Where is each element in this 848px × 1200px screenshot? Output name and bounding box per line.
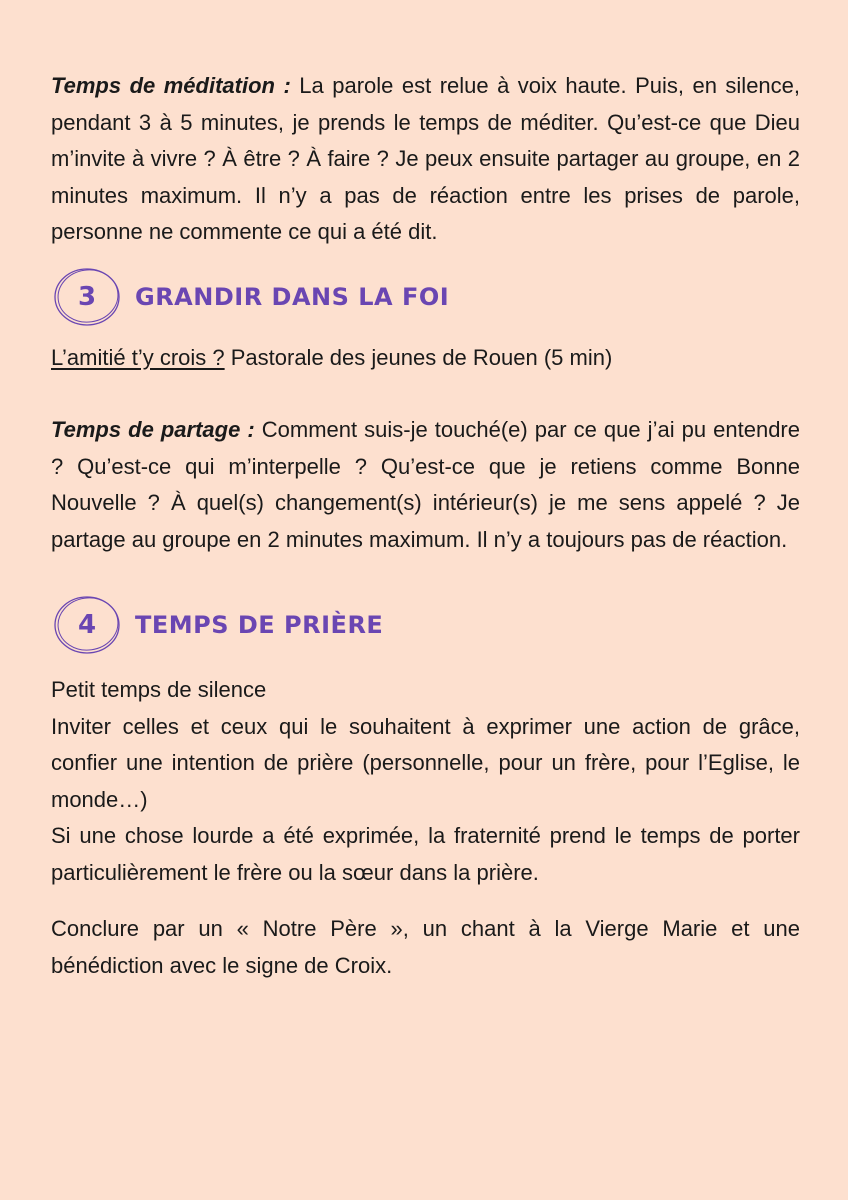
section-3-number-badge	[51, 264, 123, 330]
sharing-text: Comment suis-je touché(e) par ce que j’ai pu entendre ? Qu’est-ce qui m’interpelle ? Qu’est-ce que je retiens comme Bonne Nouvelle ? À quel(s) changement(s) intérieur(s) je me sens appelé ? Je partage au groupe en 2 minutes maximum. Il n’y a toujours pas de réaction.	[51, 417, 800, 552]
video-link[interactable]: L’amitié t’y crois ?	[51, 344, 225, 370]
conclusion-paragraph: Conclure par un « Notre Père », un chant à la Vierge Marie et une bénédiction avec le signe de Croix.	[51, 916, 800, 978]
section-3-title: GRANDIR DANS LA FOI	[135, 282, 450, 311]
section-4-number-badge	[51, 592, 123, 658]
section-4-number: 4	[77, 610, 97, 640]
prayer-invitation-paragraph: Inviter celles et ceux qui le souhaitent à exprimer une action de grâce, confier une intention de prière (personnelle, pour un frère, pour l’Eglise, le monde…)	[51, 713, 800, 812]
section-3-number: 3	[77, 281, 97, 312]
meditation-lead: Temps de méditation :	[51, 73, 291, 98]
meditation-text: La parole est relue à voix haute. Puis, en silence, pendant 3 à 5 minutes, je prends le temps de méditer. Qu’est-ce que Dieu m’invite à vivre ? À être ? À faire ? Je peux ensuite partager au groupe, en 2 minutes maximum. Il n’y a pas de réaction entre les prises de parole, personne ne commente ce qui a été dit.	[51, 73, 801, 244]
section-4-title: TEMPS DE PRIÈRE	[135, 611, 384, 639]
section-4-header	[51, 592, 800, 658]
sharing-lead: Temps de partage :	[51, 417, 255, 442]
video-source: Pastorale des jeunes de Rouen (5 min)	[224, 344, 613, 370]
video-reference	[51, 340, 800, 377]
prayer-silence-line: Petit temps de silence	[51, 677, 267, 702]
section-3-header	[51, 264, 800, 330]
meditation-paragraph	[51, 68, 800, 251]
prayer-burden-paragraph: Si une chose lourde a été exprimée, la fraternité prend le temps de porter particulièrement le frère ou la sœur dans la prière.	[51, 823, 800, 885]
sharing-paragraph	[51, 412, 800, 558]
document-page	[51, 68, 800, 984]
